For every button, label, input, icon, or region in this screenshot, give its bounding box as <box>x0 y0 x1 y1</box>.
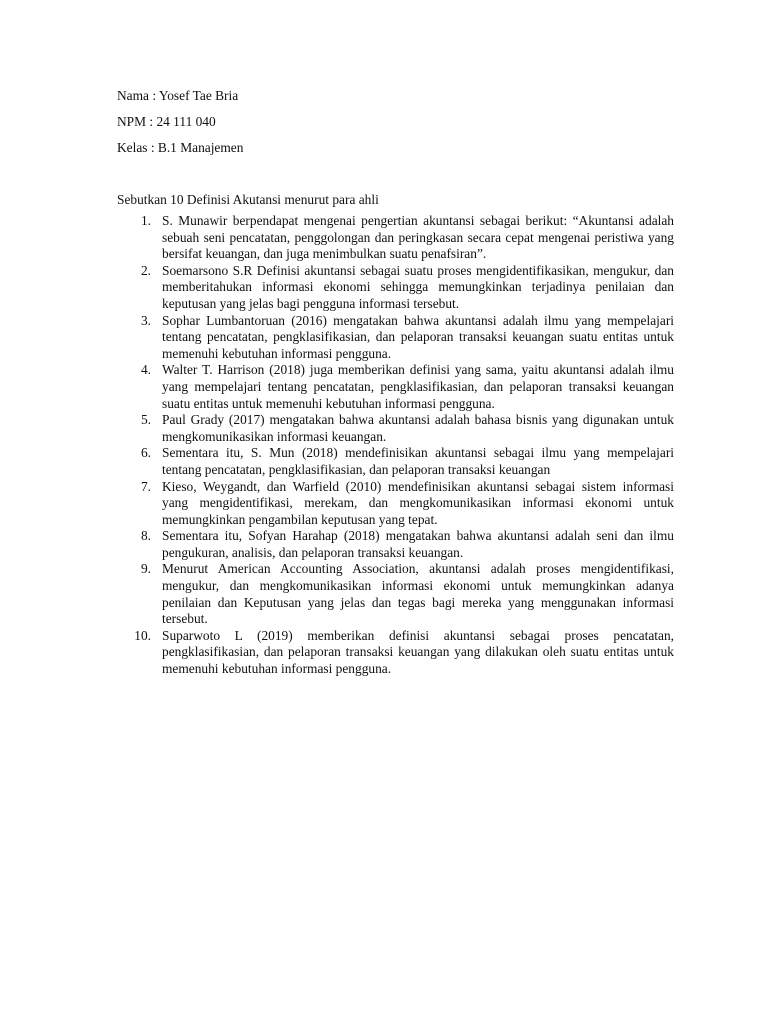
student-class: Kelas : B.1 Manajemen <box>117 140 244 155</box>
list-number: 4. <box>140 362 151 378</box>
list-item-text: Suparwoto L (2019) memberikan definisi akuntansi sebagai proses pencatatan, pengklasifikasian, dan pelaporan transaksi keuangan yang dilakukan oleh suatu entitas untuk memenuhi kebutuhan informasi pengguna. <box>162 627 674 677</box>
student-npm: NPM : 24 111 040 <box>117 114 216 129</box>
list-item <box>117 561 674 627</box>
list-item <box>117 362 674 412</box>
list-number: 5. <box>140 412 151 428</box>
list-number: 7. <box>140 478 151 494</box>
list-number: 3. <box>140 312 151 328</box>
document-body <box>117 86 674 678</box>
list-number: 8. <box>140 528 151 544</box>
list-item <box>117 412 674 445</box>
list-item-text: Sementara itu, Sofyan Harahap (2018) mengatakan bahwa akuntansi adalah seni dan ilmu pengukuran, analisis, dan pelaporan transaksi keuangan. <box>162 528 674 560</box>
list-item <box>117 313 674 363</box>
list-item-text: Soemarsono S.R Definisi akuntansi sebagai suatu proses mengidentifikasikan, mengukur, dan memberitahukan informasi ekonomi sehingga memungkinkan terjadinya penilaian dan keputusan yang jelas bagi pengguna informasi tersebut. <box>162 262 674 311</box>
list-item-text: Sophar Lumbantoruan (2016) mengatakan bahwa akuntansi adalah ilmu yang mempelajari tentang pencatatan, pengklasifikasian, dan pelaporan transaksi keuangan suatu entitas untuk memenuhi kebutuhan informasi pengguna. <box>162 312 674 361</box>
list-number: 9. <box>140 561 151 577</box>
definitions-list <box>117 213 674 678</box>
assignment-question: Sebutkan 10 Definisi Akutansi menurut para ahli <box>117 192 379 207</box>
list-item-text: Menurut American Accounting Association, akuntansi adalah proses mengidentifikasi, mengukur, dan mengkomunikasikan informasi ekonomi untuk memungkinkan adanya penilaian dan Keputusan yang jelas dan tegas bagi mereka yang menggunakan informasi tersebut. <box>162 561 674 627</box>
list-item <box>117 628 674 678</box>
list-number: 2. <box>140 262 151 278</box>
list-item <box>117 479 674 529</box>
student-name: Nama : Yosef Tae Bria <box>117 88 239 103</box>
list-item-text: Sementara itu, S. Mun (2018) mendefinisikan akuntansi sebagai ilmu yang mempelajari tentang pencatatan, pengklasifikasian, dan pelaporan transaksi keuangan <box>162 445 674 477</box>
list-number: 10. <box>134 627 151 643</box>
list-item <box>117 213 674 263</box>
list-item-text: Walter T. Harrison (2018) juga memberikan definisi yang sama, yaitu akuntansi adalah ilmu yang mempelajari tentang pencatatan, pengklasifikasian, dan pelaporan transaksi keuangan suatu entitas untuk memenuhi kebutuhan informasi pengguna. <box>162 362 674 411</box>
list-number: 6. <box>140 445 151 461</box>
list-item <box>117 528 674 561</box>
list-item <box>117 445 674 478</box>
list-item-text: S. Munawir berpendapat mengenai pengertian akuntansi sebagai berikut: “Akuntansi adalah sebuah seni pencatatan, penggolongan dan peringkasan secara cepat mengenai peristiwa yang bersifat keuangan, dan juga menimbulkan suatu penafsiran”. <box>162 213 674 262</box>
list-number: 1. <box>140 213 151 228</box>
list-item-text: Kieso, Weygandt, dan Warfield (2010) mendefinisikan akuntansi sebagai sistem informasi yang mengidentifikasi, merekam, dan mengkomunikasikan informasi ekonomi untuk memungkinkan pengambilan keputusan yang tepat. <box>162 478 674 527</box>
list-item-text: Paul Grady (2017) mengatakan bahwa akuntansi adalah bahasa bisnis yang digunakan untuk mengkomunikasikan informasi keuangan. <box>162 412 674 444</box>
list-item <box>117 263 674 313</box>
